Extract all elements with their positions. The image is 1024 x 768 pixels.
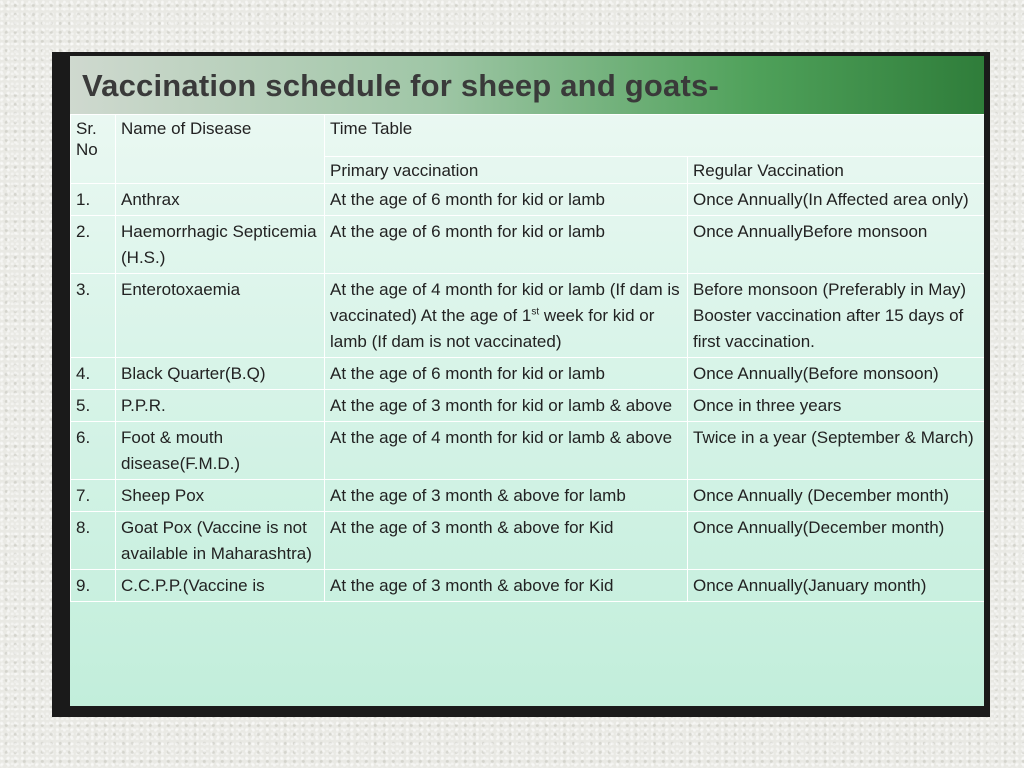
disease-name: Sheep Pox [116, 480, 325, 512]
row-number: 3. [71, 274, 116, 358]
slide-frame [52, 52, 990, 717]
regular-vaccination: Once Annually (December month) [688, 480, 985, 512]
disease-name: Black Quarter(B.Q) [116, 358, 325, 390]
header-time-table: Time Table [325, 115, 985, 157]
primary-vaccination: At the age of 6 month for kid or lamb [325, 184, 688, 216]
primary-vaccination [325, 274, 688, 358]
primary-vaccination: At the age of 3 month for kid or lamb & above [325, 390, 688, 422]
ordinal-suffix: st [531, 306, 540, 318]
table-row [71, 216, 985, 274]
table-row [71, 512, 985, 570]
row-number: 2. [71, 216, 116, 274]
table-row [71, 358, 985, 390]
disease-name: Enterotoxaemia [116, 274, 325, 358]
table-row [71, 184, 985, 216]
table-row [71, 422, 985, 480]
regular-vaccination: Once Annually(December month) [688, 512, 985, 570]
row-number: 1. [71, 184, 116, 216]
primary-text-part: At the age of 4 month for kid or lamb (If dam is vaccinated) At the age of 1 [330, 280, 680, 325]
header-primary: Primary vaccination [325, 157, 688, 184]
row-number: 9. [71, 570, 116, 602]
row-number: 7. [71, 480, 116, 512]
primary-vaccination: At the age of 4 month for kid or lamb & above [325, 422, 688, 480]
table-row [71, 570, 985, 602]
primary-text-part: week for kid or lamb (If dam is not vaccinated) [330, 306, 655, 351]
regular-vaccination: Once Annually(In Affected area only) [688, 184, 985, 216]
table-row [71, 390, 985, 422]
header-regular: Regular Vaccination [688, 157, 985, 184]
disease-name: C.C.P.P.(Vaccine is [116, 570, 325, 602]
regular-vaccination: Twice in a year (September & March) [688, 422, 985, 480]
title-bar [70, 56, 984, 114]
primary-vaccination: At the age of 6 month for kid or lamb [325, 216, 688, 274]
row-number: 4. [71, 358, 116, 390]
primary-vaccination: At the age of 3 month & above for Kid [325, 570, 688, 602]
disease-name: Anthrax [116, 184, 325, 216]
row-number: 6. [71, 422, 116, 480]
primary-vaccination: At the age of 3 month & above for Kid [325, 512, 688, 570]
disease-name: Foot & mouth disease(F.M.D.) [116, 422, 325, 480]
header-sr-no: Sr. No [71, 115, 116, 184]
header-row [71, 115, 985, 157]
primary-vaccination: At the age of 3 month & above for lamb [325, 480, 688, 512]
primary-vaccination: At the age of 6 month for kid or lamb [325, 358, 688, 390]
vaccination-table [70, 114, 984, 602]
regular-vaccination: Once Annually(Before monsoon) [688, 358, 985, 390]
row-number: 8. [71, 512, 116, 570]
slide [70, 56, 984, 706]
regular-vaccination: Once Annually(January month) [688, 570, 985, 602]
regular-vaccination: Before monsoon (Preferably in May) Booster vaccination after 15 days of first vaccination. [688, 274, 985, 358]
disease-name: Goat Pox (Vaccine is not available in Maharashtra) [116, 512, 325, 570]
regular-vaccination: Once in three years [688, 390, 985, 422]
table-row [71, 274, 985, 358]
row-number: 5. [71, 390, 116, 422]
disease-name: Haemorrhagic Septicemia (H.S.) [116, 216, 325, 274]
regular-vaccination: Once AnnuallyBefore monsoon [688, 216, 985, 274]
slide-title: Vaccination schedule for sheep and goats- [82, 68, 719, 103]
table-row [71, 480, 985, 512]
header-disease: Name of Disease [116, 115, 325, 184]
disease-name: P.P.R. [116, 390, 325, 422]
